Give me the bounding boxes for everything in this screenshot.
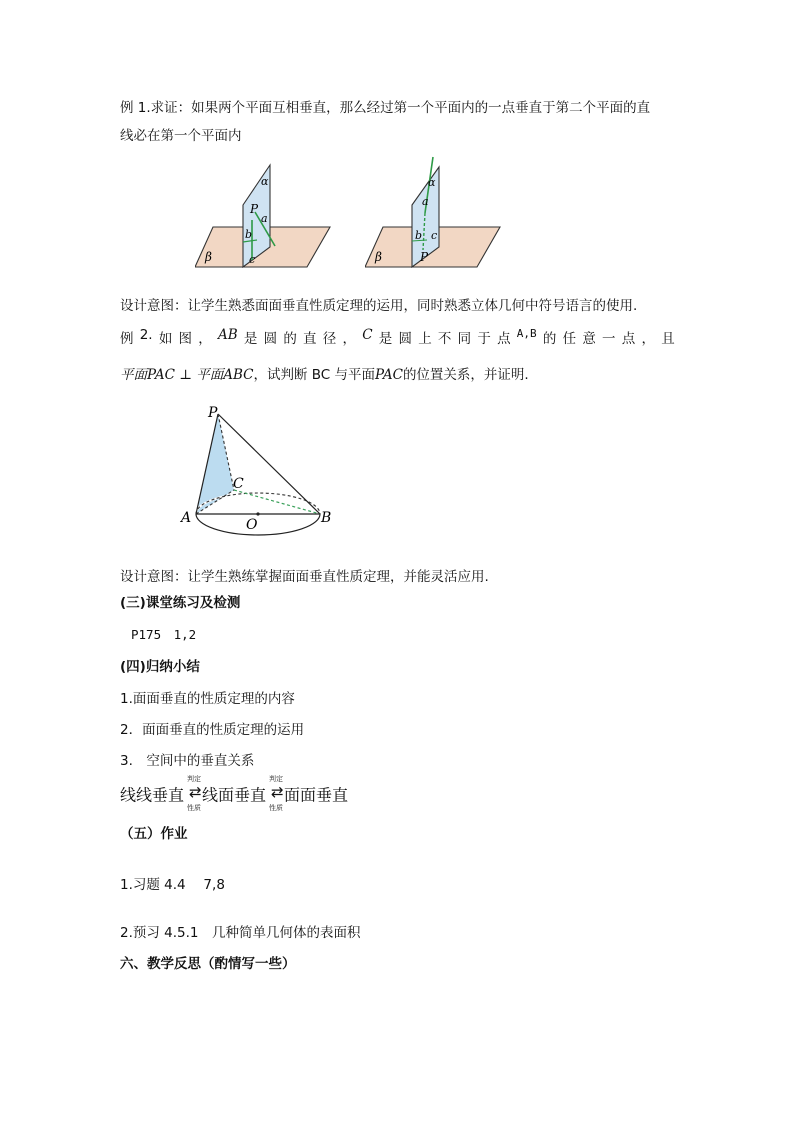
- label-A: A: [181, 510, 192, 526]
- homework-item-2: 2.预习 4.5.1 几种简单几何体的表面积: [120, 925, 361, 941]
- chain-arrow-2: 判定 ⇄ 性质: [269, 775, 284, 812]
- section4-title: (四)归纳小结: [120, 659, 200, 675]
- perpendicular-chain: [120, 775, 349, 812]
- example2-line1: 例 2. 如 图 ， AB 是 圆 的 直 径 ， C 是 圆 上 不 同 于 点 A,B 的 任 意 一 点 ， 且: [120, 327, 675, 347]
- label-c: c: [249, 253, 256, 266]
- section5-title: （五）作业: [120, 826, 188, 842]
- label-beta: β: [375, 250, 382, 264]
- summary-item-1: 1.面面垂直的性质定理的内容: [120, 691, 295, 707]
- edge-PB: [218, 414, 320, 514]
- label-P: P: [250, 202, 259, 216]
- design-intent-1: 设计意图：让学生熟悉面面垂直性质定理的运用，同时熟悉立体几何中符号语言的使用.: [120, 298, 638, 314]
- label-b: b: [245, 228, 253, 241]
- label-alpha: α: [428, 176, 436, 189]
- label-beta: β: [205, 250, 212, 264]
- label-O: O: [246, 517, 258, 533]
- summary-item-3: 3. 空间中的垂直关系: [120, 753, 255, 769]
- figure2-cone: [178, 402, 338, 537]
- section3-title: (三)课堂练习及检测: [120, 595, 241, 611]
- homework-item-1: 1.习题 4.4 7,8: [120, 877, 225, 893]
- example1-line1: 例 1.求证：如果两个平面互相垂直，那么经过第一个平面内的一点垂直于第二个平面的直: [120, 100, 651, 116]
- label-c: c: [431, 229, 438, 242]
- label-a: a: [422, 195, 429, 208]
- figure1-left: [195, 160, 335, 272]
- figure1-right: [365, 155, 505, 272]
- example2-line2: 平面PAC ⊥ 平面ABC，试判断 BC 与平面PAC的位置关系，并证明.: [120, 367, 529, 383]
- label-alpha: α: [261, 175, 269, 188]
- chain-line-plane: 线面垂直: [202, 785, 267, 805]
- center-O: [256, 512, 259, 515]
- design-intent-2: 设计意图：让学生熟练掌握面面垂直性质定理，并能灵活应用.: [120, 569, 489, 585]
- chain-plane-plane: 面面垂直: [284, 785, 349, 805]
- chain-line-line: 线线垂直: [120, 785, 185, 805]
- label-a: a: [261, 212, 268, 225]
- label-C: C: [233, 476, 244, 492]
- section6-title: 六、教学反思（酌情写一些）: [120, 956, 296, 972]
- label-b: b: [415, 229, 423, 242]
- example1-line2: 线必在第一个平面内: [120, 128, 242, 144]
- label-P: P: [208, 405, 218, 421]
- label-P: P: [420, 250, 429, 264]
- label-B: B: [321, 510, 332, 526]
- summary-item-2: 2．面面垂直的性质定理的运用: [120, 722, 305, 738]
- section3-content: P175 1,2: [131, 627, 197, 642]
- chain-arrow-1: 判定 ⇄ 性质: [187, 775, 202, 812]
